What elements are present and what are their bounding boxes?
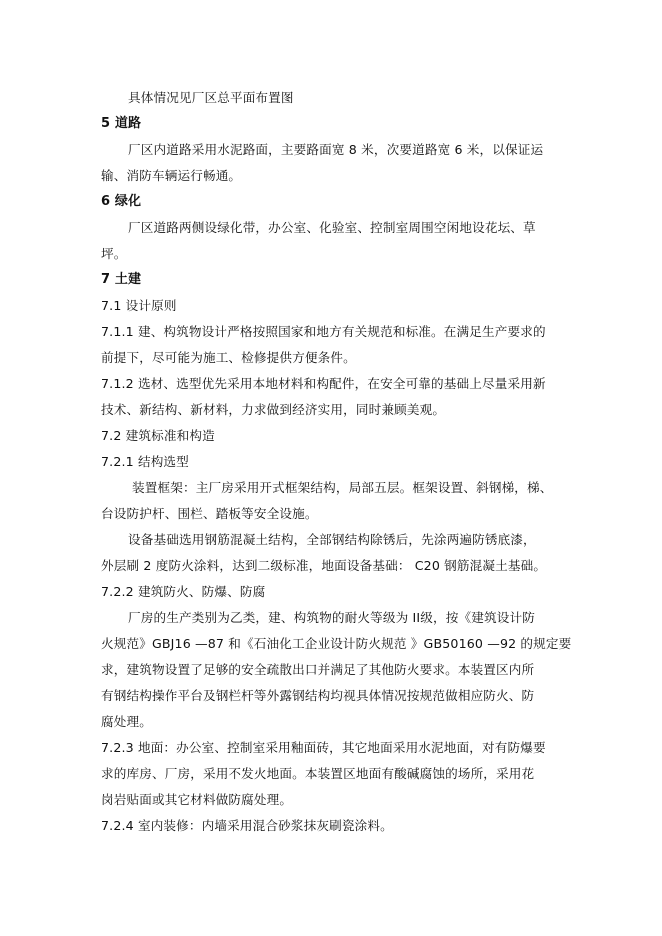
text-line: 输、消防车辆运行畅通。 (101, 168, 242, 183)
text-line: 有钢结构操作平台及钢栏杆等外露钢结构均视具体情况按规范做相应防火、防 (101, 688, 535, 703)
text-line: 外层刷 2 度防火涂料，达到二级标准，地面设备基础： C20 钢筋混凝土基础。 (101, 558, 547, 573)
section-heading: 6 绿化 (101, 194, 142, 209)
text-line: 设备基础选用钢筋混凝土结构，全部钢结构除锈后，先涂两遍防锈底漆， (128, 532, 536, 547)
subsection-heading: 7.1 设计原则 (101, 298, 177, 313)
text-line: 具体情况见厂区总平面布置图 (128, 90, 294, 105)
text-line: 厂房的生产类别为乙类，建、构筑物的耐火等级为 II级，按《建筑设计防 (128, 610, 535, 625)
text-line: 装置框架：主厂房采用开式框架结构，局部五层。框架设置、斜钢梯，梯、 (132, 480, 553, 495)
section-heading: 7 土建 (101, 272, 142, 287)
text-line: 腐处理。 (101, 714, 152, 729)
subsection-heading: 7.2 建筑标准和构造 (101, 428, 215, 443)
text-line: 7.2.4 室内装修：内墙采用混合砂浆抹灰刷瓷涂料。 (101, 818, 393, 833)
text-line: 火规范》GBJ16 —87 和《石油化工企业设计防火规范 》GB50160 —92 的规定要 (101, 636, 572, 651)
text-line: 求，建筑物设置了足够的安全疏散出口并满足了其他防火要求。本装置区内所 (101, 662, 535, 677)
text-line: 台设防护杆、围栏、踏板等安全设施。 (101, 506, 318, 521)
text-line: 7.1.2 选材、选型优先采用本地材料和构配件，在安全可靠的基础上尽量采用新 (101, 376, 546, 391)
text-line: 7.2.3 地面：办公室、控制室采用釉面砖，其它地面采用水泥地面，对有防爆要 (101, 740, 546, 755)
text-line: 7.1.1 建、构筑物设计严格按照国家和地方有关规范和标准。在满足生产要求的 (101, 324, 546, 339)
text-line: 技术、新结构、新材料，力求做到经济实用，同时兼顾美观。 (101, 402, 446, 417)
subsection-heading: 7.2.1 结构选型 (101, 454, 189, 469)
text-line: 厂区内道路采用水泥路面，主要路面宽 8 米，次要道路宽 6 米，以保证运 (128, 142, 544, 157)
text-line: 坪。 (101, 246, 127, 261)
subsection-heading: 7.2.2 建筑防火、防爆、防腐 (101, 584, 266, 599)
text-line: 厂区道路两侧设绿化带，办公室、化验室、控制室周围空闲地设花坛、草 (128, 220, 536, 235)
text-line: 求的库房、厂房，采用不发火地面。本装置区地面有酸碱腐蚀的场所，采用花 (101, 766, 535, 781)
section-heading: 5 道路 (101, 116, 142, 131)
text-line: 岗岩贴面或其它材料做防腐处理。 (101, 792, 293, 807)
text-line: 前提下，尽可能为施工、检修提供方便条件。 (101, 350, 356, 365)
